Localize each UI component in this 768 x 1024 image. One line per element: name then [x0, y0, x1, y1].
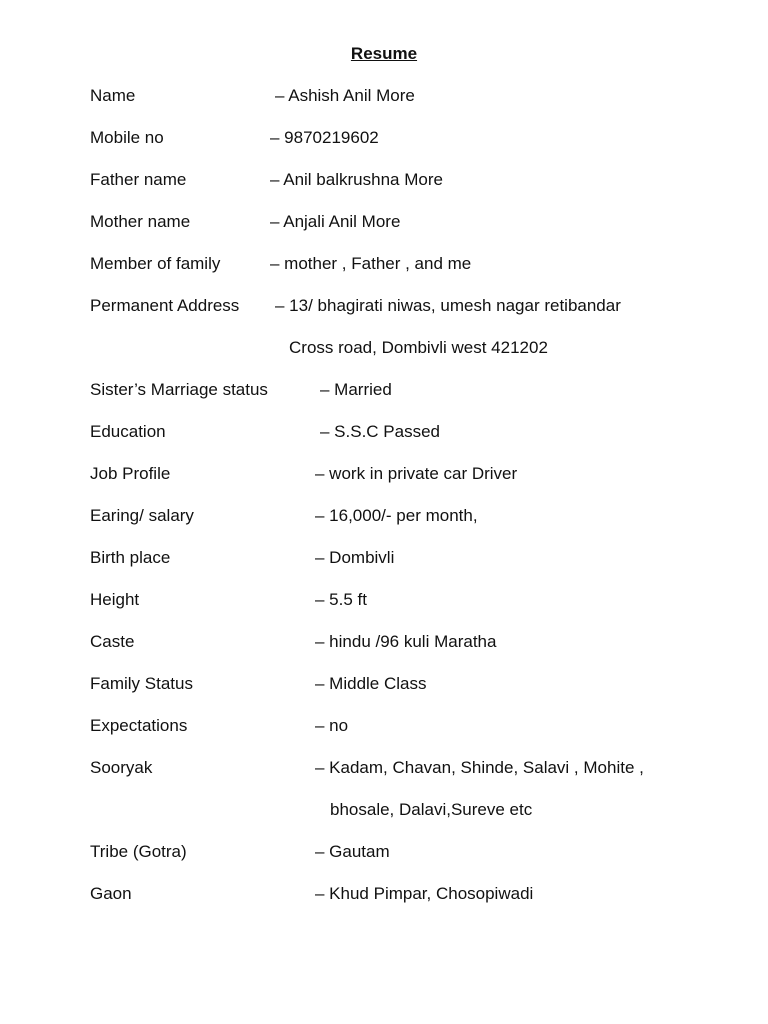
- field-row-mother: [0, 210, 768, 234]
- field-label: Tribe (Gotra): [90, 842, 187, 861]
- field-row-family-status: [0, 672, 768, 696]
- field-label: Family Status: [90, 674, 193, 693]
- field-label: Job Profile: [90, 464, 171, 483]
- field-row-salary: [0, 504, 768, 528]
- field-value: – hindu /96 kuli Maratha: [315, 632, 497, 651]
- field-row-father: [0, 168, 768, 192]
- field-row-caste: [0, 630, 768, 654]
- field-value: – mother , Father , and me: [270, 254, 472, 273]
- field-value: Cross road, Dombivli west 421202: [289, 338, 548, 357]
- field-value: – 16,000/- per month,: [315, 506, 478, 525]
- field-row-expectations: [0, 714, 768, 738]
- field-row-sister-marriage: [0, 378, 768, 402]
- field-label: Member of family: [90, 254, 221, 273]
- field-label: Height: [90, 590, 140, 609]
- field-label: Sooryak: [90, 758, 153, 777]
- field-value: bhosale, Dalavi,Sureve etc: [330, 800, 533, 819]
- field-label: Expectations: [90, 716, 188, 735]
- field-value: – work in private car Driver: [315, 464, 518, 483]
- field-row-height: [0, 588, 768, 612]
- field-label: Name: [90, 86, 136, 105]
- field-row-mobile: [0, 126, 768, 150]
- field-label: Father name: [90, 170, 187, 189]
- field-value: – Ashish Anil More: [275, 86, 415, 105]
- field-row-name: [0, 84, 768, 108]
- field-row-birthplace: [0, 546, 768, 570]
- field-row-sooryak: [0, 756, 768, 780]
- field-value: – Khud Pimpar, Chosopiwadi: [315, 884, 534, 903]
- field-row-education: [0, 420, 768, 444]
- field-label: Mobile no: [90, 128, 164, 147]
- field-value: – 9870219602: [270, 128, 379, 147]
- field-label: Sister’s Marriage status: [90, 380, 268, 399]
- field-label: Birth place: [90, 548, 171, 567]
- field-row-address-continued: [0, 336, 768, 360]
- field-row-family: [0, 252, 768, 276]
- field-value: – Married: [320, 380, 392, 399]
- field-label: Caste: [90, 632, 135, 651]
- page-title: Resume: [350, 44, 418, 63]
- field-row-gaon: [0, 882, 768, 906]
- field-row-sooryak-continued: [0, 798, 768, 822]
- field-value: – Dombivli: [315, 548, 395, 567]
- field-value: – Anjali Anil More: [270, 212, 401, 231]
- field-value: – Middle Class: [315, 674, 427, 693]
- field-label: Earing/ salary: [90, 506, 194, 525]
- field-value: – 13/ bhagirati niwas, umesh nagar retibandar: [275, 296, 621, 315]
- field-label: Permanent Address: [90, 296, 240, 315]
- field-value: – S.S.C Passed: [320, 422, 441, 441]
- field-value: – Kadam, Chavan, Shinde, Salavi , Mohite ,: [315, 758, 644, 777]
- field-row-job: [0, 462, 768, 486]
- field-value: – Anil balkrushna More: [270, 170, 443, 189]
- field-row-address: [0, 294, 768, 318]
- field-label: Mother name: [90, 212, 191, 231]
- field-value: – 5.5 ft: [315, 590, 367, 609]
- field-label: Education: [90, 422, 166, 441]
- field-value: – no: [315, 716, 349, 735]
- field-value: – Gautam: [315, 842, 390, 861]
- field-label: Gaon: [90, 884, 132, 903]
- field-row-gotra: [0, 840, 768, 864]
